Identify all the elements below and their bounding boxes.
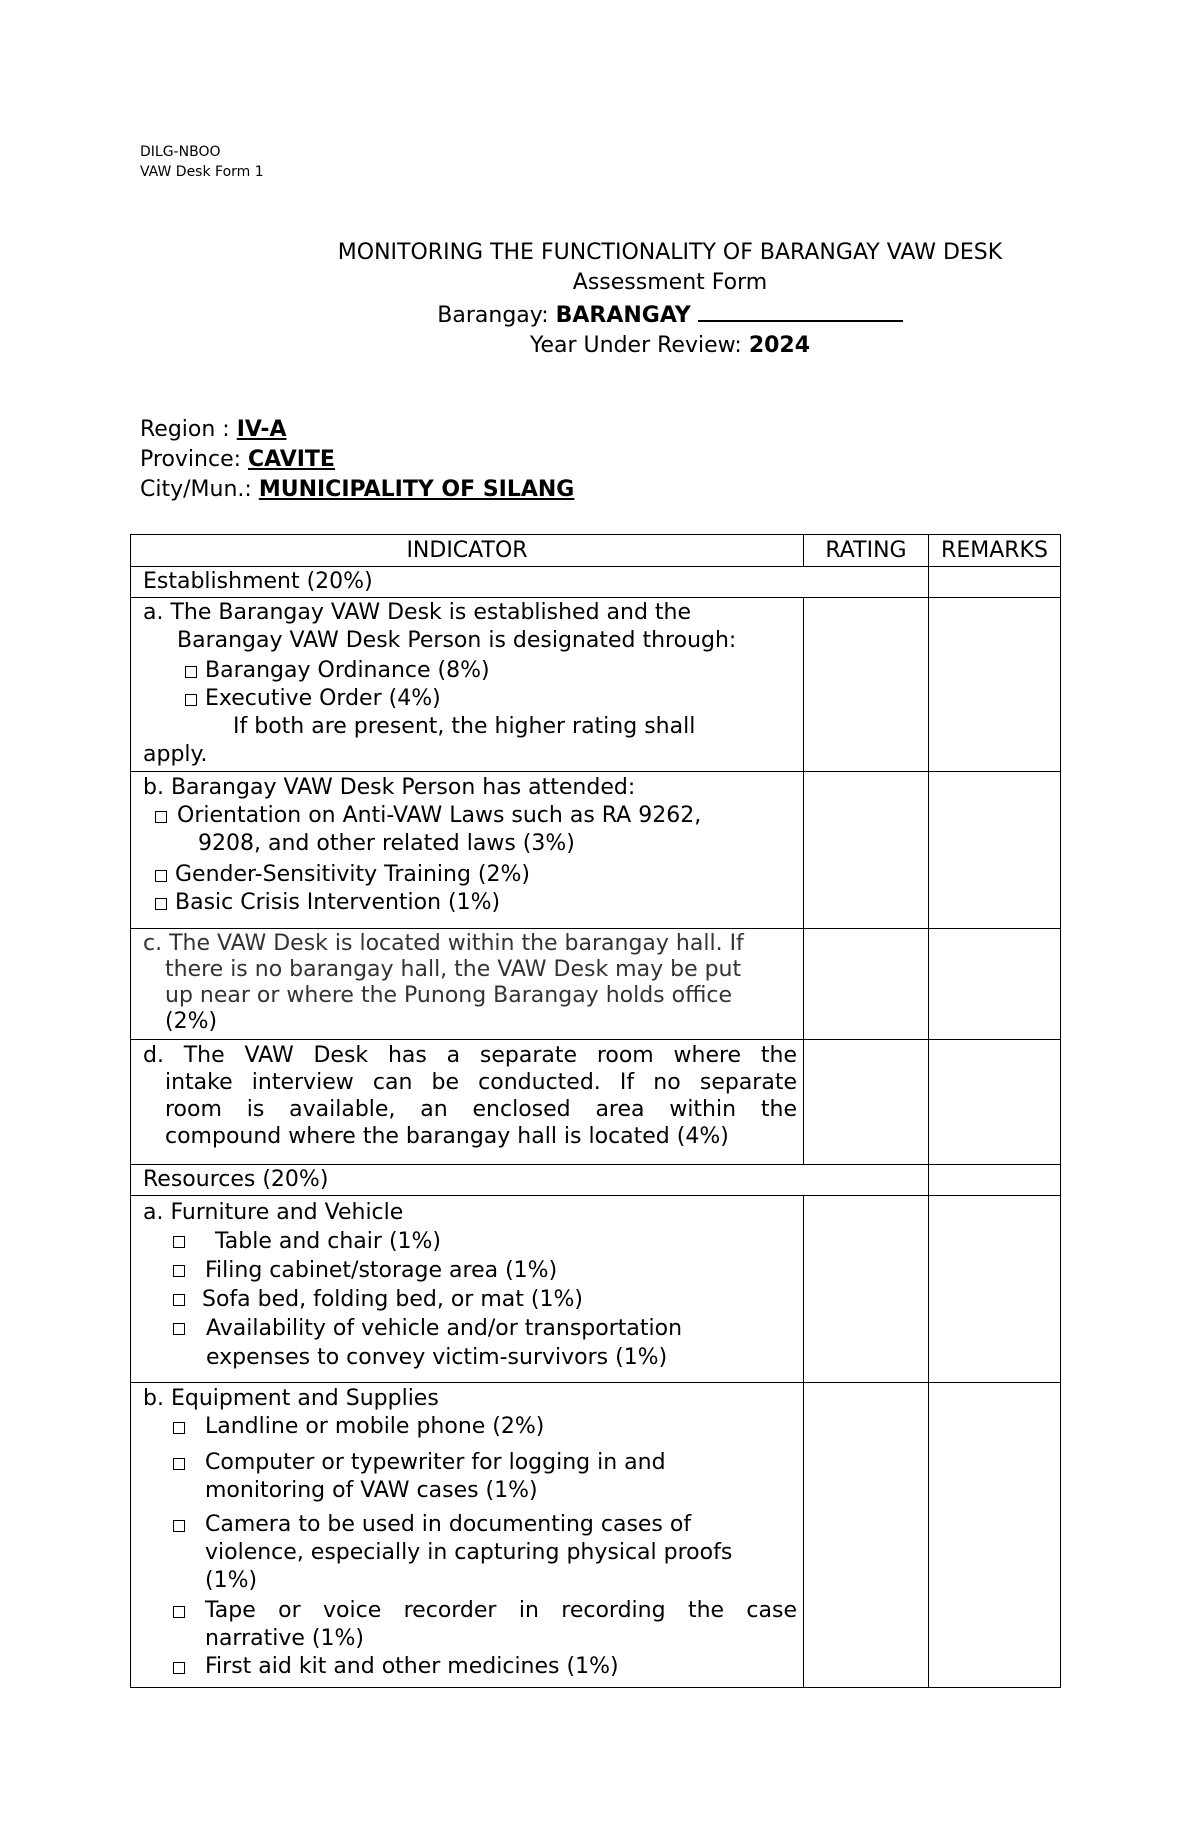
section-label-resources: Resources (20%) [131,1165,929,1196]
indicator-text: up near or where the Punong Barangay holds office [165,983,732,1008]
table-header-row [131,535,1061,567]
indicator-text: compound where the barangay hall is located (4%) [165,1124,729,1149]
indicator-text: (2%) [165,1009,218,1034]
option-label: monitoring of VAW cases (1%) [205,1478,538,1503]
barangay-value: BARANGAY [555,303,691,328]
option-label: First aid kit and other medicines (1%) [205,1654,619,1679]
rating-cell[interactable] [804,1196,929,1383]
option-label: Landline or mobile phone (2%) [205,1414,545,1439]
year-value: 2024 [748,333,811,358]
checkbox-icon[interactable] [173,1422,185,1434]
province-value: CAVITE [248,447,335,472]
year-line [140,331,1200,361]
indicator-text: room is available, an enclosed area within the [165,1097,797,1122]
option-label: Executive Order (4%) [205,686,441,711]
checkbox-icon[interactable] [185,666,197,678]
section-row-resources [131,1165,1061,1196]
checkbox-icon[interactable] [173,1606,185,1618]
indicator-text: a. Furniture and Vehicle [143,1200,404,1225]
indicator-cell [131,1383,804,1688]
barangay-blank [698,298,903,322]
indicator-cell [131,598,804,772]
form-title: MONITORING THE FUNCTIONALITY OF BARANGAY VAW DESK [337,240,1003,265]
header-remarks: REMARKS [929,535,1061,567]
location-block [140,415,574,505]
checkbox-icon[interactable] [173,1294,185,1306]
option-label: Table and chair (1%) [215,1229,442,1254]
indicator-cell [131,1040,804,1165]
region-value: IV-A [236,417,287,442]
city-value: MUNICIPALITY OF SILANG [258,477,575,502]
region-label: Region : [140,417,230,442]
table-row [131,1383,1061,1688]
option-label: 9208, and other related laws (3%) [198,831,575,856]
option-label: Camera to be used in documenting cases of [205,1512,692,1537]
indicator-cell [131,772,804,929]
indicator-text: d. The VAW Desk has a separate room where the [143,1043,797,1068]
region-line [140,415,574,445]
note-text: apply. [143,742,208,767]
option-label: expenses to convey victim-survivors (1%) [206,1345,668,1370]
indicator-text: there is no barangay hall, the VAW Desk may be put [165,957,742,982]
note-text: If both are present, the higher rating shall [233,714,696,739]
remarks-cell[interactable] [929,1040,1061,1165]
section-remarks-cell [929,1165,1061,1196]
option-label: Gender-Sensitivity Training (2%) [175,862,530,887]
barangay-line [140,298,1200,331]
rating-cell[interactable] [804,1383,929,1688]
checkbox-icon[interactable] [173,1265,185,1277]
header-indicator: INDICATOR [131,535,804,567]
option-label: narrative (1%) [205,1626,364,1651]
year-label: Year Under Review: [529,333,742,358]
indicator-text: a. The Barangay VAW Desk is established and the [143,600,692,625]
checkbox-icon[interactable] [155,898,167,910]
title-block [140,238,1200,361]
checkbox-icon[interactable] [173,1323,185,1335]
option-label: Tape or voice recorder in recording the case [205,1598,797,1623]
indicator-text: Barangay VAW Desk Person is designated through: [177,628,737,653]
org-code: DILG-NBOO [140,144,221,160]
option-label: violence, especially in capturing physical proofs [205,1540,733,1565]
option-label: (1%) [205,1568,258,1593]
city-label: City/Mun.: [140,477,252,502]
province-line [140,445,574,475]
remarks-cell[interactable] [929,929,1061,1040]
form-subtitle: Assessment Form [572,270,768,295]
section-row-establishment [131,567,1061,598]
indicator-text: intake interview can be conducted. If no separate [165,1070,797,1095]
checkbox-icon[interactable] [155,870,167,882]
checkbox-icon[interactable] [173,1662,185,1674]
rating-cell[interactable] [804,929,929,1040]
checkbox-icon[interactable] [173,1236,185,1248]
city-line [140,475,574,505]
indicator-cell [131,1196,804,1383]
form-number: VAW Desk Form 1 [140,164,264,180]
table-row [131,598,1061,772]
table-row [131,772,1061,929]
table-row [131,1040,1061,1165]
checkbox-icon[interactable] [155,811,167,823]
remarks-cell[interactable] [929,1196,1061,1383]
option-label: Filing cabinet/storage area (1%) [205,1258,558,1283]
indicator-cell [131,929,804,1040]
remarks-cell[interactable] [929,772,1061,929]
option-label: Sofa bed, folding bed, or mat (1%) [202,1287,583,1312]
checkbox-icon[interactable] [185,694,197,706]
remarks-cell[interactable] [929,598,1061,772]
table-row [131,1196,1061,1383]
rating-cell[interactable] [804,1040,929,1165]
indicator-text: b. Barangay VAW Desk Person has attended: [143,775,636,800]
province-label: Province: [140,447,242,472]
rating-cell[interactable] [804,598,929,772]
table-row [131,929,1061,1040]
form-header [140,142,264,182]
option-label: Basic Crisis Intervention (1%) [175,890,501,915]
barangay-label: Barangay: [437,303,549,328]
indicator-text: c. The VAW Desk is located within the barangay hall. If [143,931,744,956]
option-label: Computer or typewriter for logging in and [205,1450,666,1475]
checkbox-icon[interactable] [173,1458,185,1470]
option-label: Barangay Ordinance (8%) [205,658,490,683]
option-label: Availability of vehicle and/or transportation [206,1316,683,1341]
header-rating: RATING [804,535,929,567]
remarks-cell[interactable] [929,1383,1061,1688]
section-remarks-cell [929,567,1061,598]
section-label-establishment: Establishment (20%) [131,567,929,598]
option-label: Orientation on Anti-VAW Laws such as RA 9262, [177,803,702,828]
assessment-table [130,534,1061,1688]
checkbox-icon[interactable] [173,1520,185,1532]
rating-cell[interactable] [804,772,929,929]
indicator-text: b. Equipment and Supplies [143,1386,439,1411]
